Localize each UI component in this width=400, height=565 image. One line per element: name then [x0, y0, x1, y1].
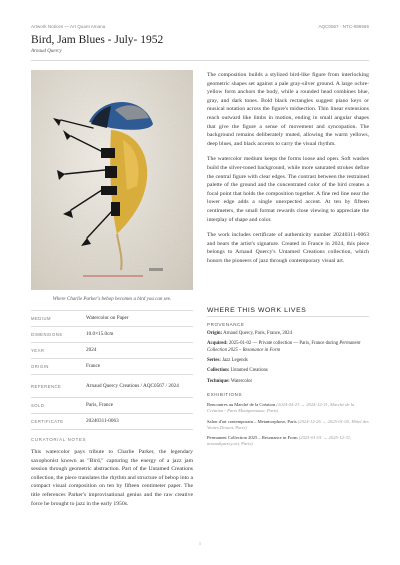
meta-row-year [31, 343, 193, 359]
field-value: Watercolor [230, 378, 253, 384]
where-lives-divider [207, 316, 369, 317]
description-paragraph: The watercolor medium keeps the forms loose and open. Soft washes build the silver-toned background, while more saturated strokes define the central figure with clear edges. The contrast between the restrained palette of the ground and the concentrated color of the bird creates a focal point that holds the composition together. A fine red line near the lower edge adds a single unexpected accent. At ten by fifteen centimeters, the small format rewards close viewing to appreciate the interplay of shape and color. [207, 156, 369, 223]
key-block-3 [101, 186, 117, 195]
page-number: 1 [198, 541, 202, 546]
meta-row-certificate [31, 414, 193, 430]
meta-value: 10.0×15.0cm [86, 331, 114, 337]
meta-key: MEDIUM [31, 316, 51, 321]
header-divider [31, 60, 369, 61]
exhibition-detail: (2024-12-26 → 2025-01-05, Hôtel des Ventes Drouot, Paris) [207, 418, 369, 430]
meta-row-medium [31, 311, 193, 327]
key-block-2 [105, 166, 117, 178]
meta-key: REFERENCE [31, 383, 62, 389]
meta-key: DIMENSIONS [31, 332, 63, 337]
meta-value: Watercolor on Paper [86, 315, 129, 321]
exhibition-name: Rencontres au Marché de la Création [207, 402, 276, 407]
exhibition-item [207, 402, 369, 415]
exhibitions-list [207, 402, 369, 452]
artist-name: Arnaud Quercy [31, 49, 62, 54]
curatorial-text: This watercolor pays tribute to Charlie Parker, the legendary saxophonist known as "Bird," capturing the energy of a jazz jam session through geometric abstraction. Part of the Untamed Creations collection, the piece translates the rhythm and structure of bebop into a compact visual composition on ten by fifteen centimeter paper. The title references Parker's improvisational genius and the raw creative force he brought to jazz in the early 1950s. [31, 449, 193, 507]
field-value: Arnaud Quercy, Paris, France, 2024 [223, 331, 292, 336]
description-paragraph: The work includes certificate of authenticity number 20240311-0063 and bears the artist's signature. Created in France in 2024, this piece belongs to Arnaud Quercy's Untamed Creations collection, which honors the pioneers of jazz through contemporary visual art. [207, 232, 369, 264]
meta-row-dimensions [31, 327, 193, 343]
field-label: Acquired: [207, 341, 228, 347]
artwork-painting [31, 70, 193, 290]
field-label: Technique: [207, 378, 230, 384]
series-name: Artwork Notices — Art Quant Amana [31, 24, 106, 29]
where-lives-heading: WHERE THIS WORK LIVES [207, 307, 307, 314]
meta-row-reference [31, 375, 193, 398]
header-bar [31, 24, 369, 32]
exhibition-detail: (2025-01-01 → 2025-12-31, arnaudquercy.art, Paris) [207, 435, 352, 447]
field-label: Series: [207, 358, 221, 364]
exhibitions-heading: EXHIBITIONS [207, 392, 243, 397]
exhibition-item [207, 435, 369, 448]
field-label: Collection: [207, 368, 230, 374]
exhibition-name: Permanent Collection 2025 – Resonance in Form [207, 435, 298, 441]
exhibition-item [207, 419, 369, 432]
meta-row-sold [31, 398, 193, 414]
field-value: Untamed Creations [230, 368, 268, 374]
provenance-series [207, 358, 369, 365]
description-paragraph: The composition builds a stylized bird-like figure from interlocking geometric shapes set against a pale gray-silver ground. A large ochre-yellow form anchors the body, while a rounded head combines blue, gray, and dark tones. Bold black rectangles suggest piano keys or musical notation across the figure's midsection. Thin linear extensions reach outward like limbs in motion, ending in small angular shapes that give the figure a sense of movement and syncopation. The background remains deliberately muted, allowing the warm yellows, deep blues, and black accents to carry the visual rhythm. [207, 72, 369, 147]
description [207, 71, 369, 272]
exhibition-detail: (2024-04-23 → 2024-12-31, Marché de la Création - Paris Montparnasse, Paris) [207, 402, 355, 414]
metadata-table [31, 310, 193, 430]
provenance-origin [207, 331, 369, 338]
signature-mark [149, 268, 163, 271]
artwork-caption: Where Charlie Parker's bebop becomes a bird you can see. [52, 297, 172, 302]
key-block-1 [101, 148, 115, 158]
provenance-collection [207, 368, 369, 375]
meta-value: 2024 [86, 347, 97, 353]
exhibition-name: Salon d'art contemporain – Metamorphose, Paris [207, 418, 297, 424]
meta-value: Arnaud Quercy Creations / AQC0567 / 2024 [86, 382, 179, 389]
field-label: Origin: [207, 331, 223, 336]
meta-key: ORIGIN [31, 364, 49, 369]
artwork-title: Bird, Jam Blues - July- 1952 [31, 34, 164, 46]
provenance-technique [207, 379, 369, 386]
meta-value: France [86, 363, 101, 369]
provenance-acquired [207, 341, 369, 354]
meta-key: CERTIFICATE [31, 419, 64, 424]
provenance-heading: PROVENANCE [207, 322, 245, 327]
curatorial-label: CURATORIAL NOTES [31, 437, 87, 442]
meta-key: YEAR [31, 348, 45, 353]
meta-value: Paris, France [86, 402, 114, 408]
field-value: Jazz Legends [222, 358, 248, 364]
meta-value: 20240311-0063 [86, 418, 119, 424]
meta-key: SOLD [31, 403, 45, 408]
artwork-image [31, 70, 193, 290]
meta-row-origin [31, 359, 193, 375]
provenance-list [207, 331, 369, 389]
reference-code: AQC0567 · NTC-996565 [318, 24, 369, 29]
key-block-4 [111, 202, 120, 216]
acquired-event: Permanent Collection 2025 – Resonance in Form [207, 341, 361, 353]
field-value: 2025-01-02 — Private collection — Paris, France during [228, 341, 339, 347]
